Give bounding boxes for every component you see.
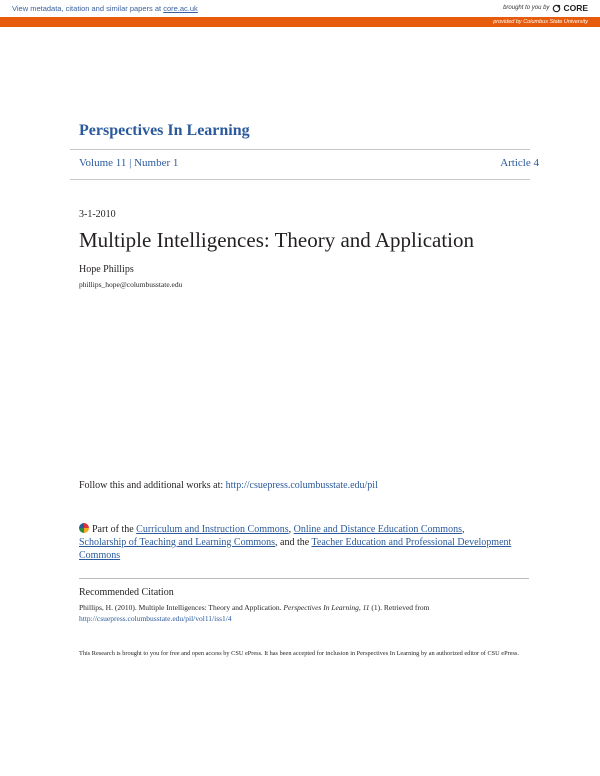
citation-url-link[interactable]: http://csuepress.columbusstate.edu/pil/vol11/iss1/4 — [79, 614, 232, 623]
commons-link-scholarship[interactable]: Scholarship of Teaching and Learning Commons — [79, 537, 276, 548]
author-name: Hope Phillips — [79, 264, 134, 275]
divider — [70, 179, 530, 180]
publication-date: 3-1-2010 — [79, 209, 116, 220]
core-top-bar — [0, 0, 600, 17]
divider — [70, 149, 530, 150]
bepress-commons-icon — [79, 523, 89, 533]
provider-bar: provided by Columbus State University — [0, 17, 600, 27]
author-email: phillips_hope@columbusstate.edu — [79, 280, 183, 289]
core-logo[interactable]: CORE — [552, 3, 588, 13]
journal-title[interactable]: Perspectives In Learning — [79, 122, 250, 139]
commons-link-online[interactable]: Online and Distance Education Commons — [293, 524, 462, 535]
volume-link[interactable]: Volume 11 — [79, 157, 127, 169]
access-notice: This Research is brought to you for free and open access by CSU ePress. It has been accepted for inclusion in Perspectives In Learning by an authorized editor of CSU ePress. — [79, 650, 519, 657]
brought-by: brought to you by CORE — [503, 3, 588, 13]
commons-link-teacher-education[interactable]: Teacher Education and Professional Development Commons — [79, 537, 512, 561]
core-link[interactable]: core.ac.uk — [163, 4, 198, 13]
article-link[interactable]: Article 4 — [500, 157, 539, 169]
number-link[interactable]: Number 1 — [134, 157, 179, 169]
article-title: Multiple Intelligences: Theory and Application — [79, 228, 475, 252]
core-logo-icon — [552, 4, 561, 13]
follow-line: Follow this and additional works at: http://csuepress.columbusstate.edu/pil — [79, 480, 378, 491]
commons-link-curriculum[interactable]: Curriculum and Instruction Commons — [136, 524, 289, 535]
part-of-commons: Part of the Curriculum and Instruction Commons, Online and Distance Education Commons, Scholarship of Teaching and Learning Commons, and the Teacher Education and Professional Development Commons — [79, 524, 512, 561]
citation-heading: Recommended Citation — [79, 587, 174, 598]
citation-text: Phillips, H. (2010). Multiple Intelligences: Theory and Application. Perspectives In Learning, 11 (1). Retrieved from http://csuepress.columbusstate.edu/pil/vol11/iss1/4 — [79, 603, 430, 623]
metadata-notice: View metadata, citation and similar papers at core.ac.uk — [12, 4, 198, 13]
divider — [79, 578, 529, 579]
follow-url-link[interactable]: http://csuepress.columbusstate.edu/pil — [225, 480, 378, 491]
volume-line: Volume 11 | Number 1 Article 4 — [79, 157, 539, 169]
